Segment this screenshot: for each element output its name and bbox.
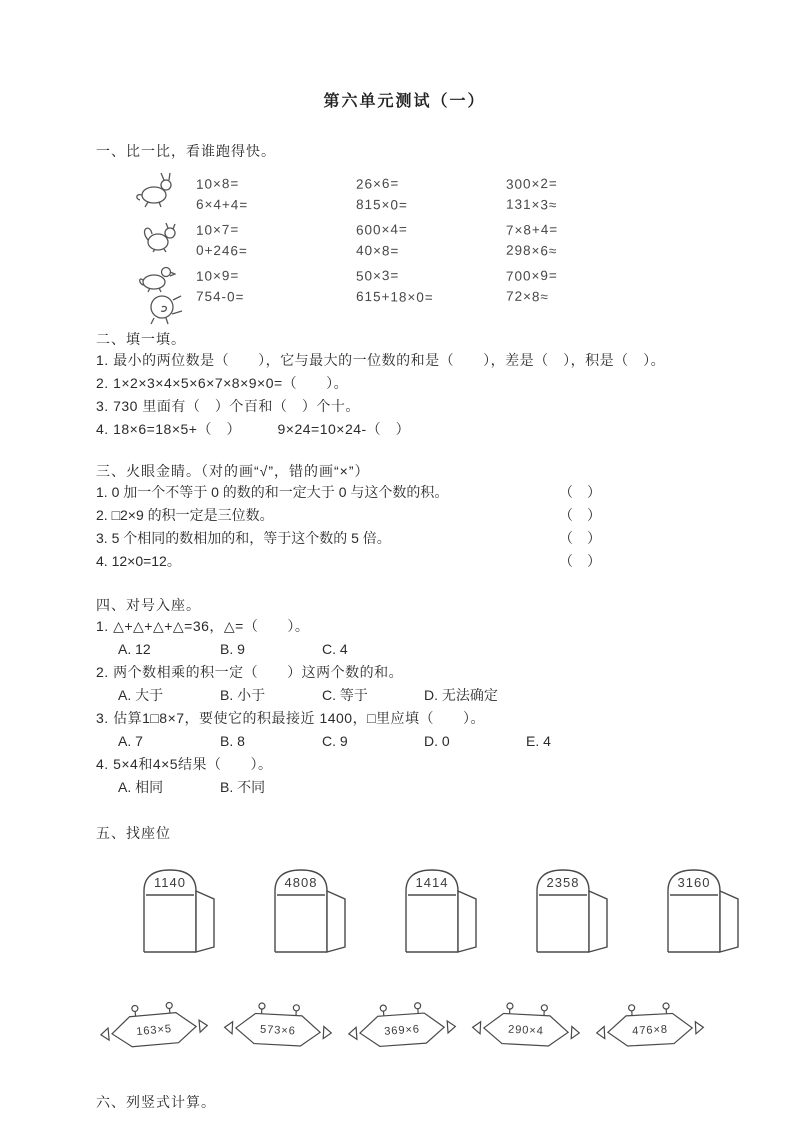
fill-blank-item: 4. 18×6=18×5+（ ） 9×24=10×24-（ ） bbox=[96, 421, 411, 437]
open-door-panel bbox=[327, 891, 345, 952]
section6-heading: 六、列竖式计算。 bbox=[96, 1094, 216, 1111]
seat-door bbox=[523, 855, 609, 960]
true-false-item bbox=[96, 527, 601, 550]
section2-heading: 二、填一填。 bbox=[96, 331, 186, 347]
math-expression: 600×4= bbox=[355, 221, 408, 238]
multiple-choice-list bbox=[96, 615, 713, 799]
calc-row bbox=[196, 194, 713, 217]
math-expression: 298×6≈ bbox=[505, 242, 558, 259]
animal-clipart-icon bbox=[142, 287, 188, 332]
choice-options bbox=[96, 638, 713, 661]
choice-option: E. 4 bbox=[526, 733, 551, 749]
left-arrow-icon bbox=[348, 1027, 357, 1040]
true-false-item bbox=[96, 481, 601, 504]
hanging-ring bbox=[380, 1005, 386, 1011]
choice-option: C. 9 bbox=[322, 733, 348, 749]
quick-calc-block bbox=[136, 171, 713, 309]
calc-row bbox=[196, 171, 713, 194]
hanging-ring bbox=[166, 1002, 173, 1009]
choice-option: B. 9 bbox=[220, 641, 245, 657]
choice-stem: 3. 估算1□8×7，要使它的积最接近 1400，□里应填（ ）。 bbox=[96, 710, 486, 726]
seat-doors-row bbox=[130, 855, 713, 960]
door-number: 1414 bbox=[415, 875, 449, 890]
math-expression: 10×7= bbox=[195, 221, 240, 238]
right-arrow-icon bbox=[199, 1019, 208, 1032]
hanging-ring bbox=[507, 1003, 513, 1009]
section5-heading: 五、找座位 bbox=[96, 825, 171, 841]
fill-blank-list bbox=[96, 349, 713, 441]
true-false-item bbox=[96, 504, 601, 527]
seat-door bbox=[130, 855, 216, 960]
math-expression: 72×8≈ bbox=[505, 288, 549, 305]
worksheet-content bbox=[96, 88, 713, 1112]
answer-blank: （ ） bbox=[559, 553, 601, 569]
fill-blank-item: 2. 1×2×3×4×5×6×7×8×9×0=（ ）。 bbox=[96, 375, 349, 391]
choice-option: C. 等于 bbox=[322, 687, 368, 703]
open-door-panel bbox=[458, 891, 476, 952]
door-number: 2358 bbox=[546, 875, 580, 890]
right-arrow-icon bbox=[447, 1020, 456, 1033]
choice-stem: 2. 两个数相乘的积一定（ ）这两个数的和。 bbox=[96, 664, 404, 680]
open-door-panel bbox=[196, 891, 214, 952]
section4-heading: 四、对号入座。 bbox=[96, 597, 201, 613]
seat-door bbox=[261, 855, 347, 960]
math-expression: 754-0= bbox=[195, 288, 245, 305]
choice-option: B. 不同 bbox=[220, 779, 266, 795]
choice-options bbox=[96, 776, 713, 799]
left-arrow-icon bbox=[100, 1028, 109, 1041]
statement-text: 1. 0 加一个不等于 0 的数的和一定大于 0 与这个数的积。 bbox=[96, 484, 449, 500]
choice-options bbox=[96, 684, 713, 707]
choice-option: A. 12 bbox=[118, 641, 151, 657]
statement-text: 4. 12×0=12。 bbox=[96, 553, 181, 569]
fill-blank-item: 1. 最小的两位数是（ ），它与最大的一位数的和是（ ），差是（ ），积是（ ）。 bbox=[96, 352, 666, 368]
choice-option: A. 7 bbox=[118, 733, 143, 749]
hanging-ring bbox=[293, 1005, 299, 1011]
choice-option: C. 4 bbox=[322, 641, 348, 657]
hanging-ring bbox=[541, 1005, 547, 1011]
statement-text: 2. □2×9 的积一定是三位数。 bbox=[96, 507, 274, 523]
seat-door bbox=[654, 855, 740, 960]
math-expression: 26×6= bbox=[355, 175, 400, 192]
right-arrow-icon bbox=[571, 1027, 579, 1039]
true-false-list bbox=[96, 481, 713, 573]
door-number: 1140 bbox=[154, 875, 186, 890]
choice-option: D. 0 bbox=[424, 733, 450, 749]
choice-option: B. 8 bbox=[220, 733, 245, 749]
quick-calc-rows bbox=[196, 171, 713, 309]
animal-clipart-icon bbox=[132, 171, 176, 214]
calc-row bbox=[196, 263, 713, 286]
math-expression: 700×9= bbox=[505, 267, 558, 284]
math-expression: 0+246= bbox=[195, 242, 248, 259]
hanging-ring bbox=[628, 1005, 634, 1011]
math-expression: 615+18×0= bbox=[355, 288, 434, 306]
math-expression: 131×3≈ bbox=[505, 196, 558, 213]
math-expression: 6×4+4= bbox=[195, 196, 249, 213]
left-arrow-icon bbox=[596, 1027, 604, 1039]
answer-blank: （ ） bbox=[559, 484, 601, 500]
expression-banner bbox=[593, 997, 708, 1061]
banner-expression: 369×6 bbox=[383, 1023, 421, 1038]
math-expression: 7×8+4= bbox=[505, 221, 559, 238]
expression-banner bbox=[221, 997, 336, 1061]
math-expression: 10×8= bbox=[195, 175, 240, 192]
banner-expression: 573×6 bbox=[259, 1023, 297, 1038]
answer-blank: （ ） bbox=[559, 530, 601, 546]
choice-option: A. 大于 bbox=[118, 687, 164, 703]
seat-door bbox=[392, 855, 478, 960]
right-arrow-icon bbox=[323, 1027, 331, 1039]
statement-text: 3. 5 个相同的数相加的和，等于这个数的 5 倍。 bbox=[96, 530, 391, 546]
banner-expression: 476×8 bbox=[631, 1023, 669, 1038]
calc-row bbox=[196, 217, 713, 240]
banner-expression: 290×4 bbox=[507, 1023, 545, 1038]
door-number: 4808 bbox=[284, 875, 318, 890]
expression-banner bbox=[469, 997, 584, 1061]
hanging-ring bbox=[414, 1003, 420, 1009]
true-false-item bbox=[96, 550, 601, 573]
choice-option: A. 相同 bbox=[118, 779, 164, 795]
calc-row bbox=[196, 240, 713, 263]
fill-blank-item: 3. 730 里面有（ ）个百和（ ）个十。 bbox=[96, 398, 360, 414]
open-door-panel bbox=[720, 891, 738, 952]
banner-expression: 163×5 bbox=[135, 1023, 173, 1039]
door-number: 3160 bbox=[677, 875, 711, 890]
math-expression: 300×2= bbox=[505, 175, 558, 192]
page-title: 第六单元测试（一） bbox=[323, 93, 486, 110]
calc-row bbox=[196, 286, 713, 309]
hanging-ring bbox=[663, 1003, 669, 1009]
animal-clipart-icon bbox=[138, 217, 180, 258]
math-expression: 40×8= bbox=[355, 242, 400, 259]
section1-heading: 一、比一比，看谁跑得快。 bbox=[96, 143, 276, 159]
choice-option: D. 无法确定 bbox=[424, 687, 498, 703]
section3-heading: 三、火眼金睛。（对的画“√”，错的画“×”） bbox=[96, 463, 370, 479]
choice-option: B. 小于 bbox=[220, 687, 266, 703]
math-expression: 815×0= bbox=[355, 196, 408, 213]
choice-stem: 4. 5×4和4×5结果（ ）。 bbox=[96, 756, 273, 772]
left-arrow-icon bbox=[224, 1021, 232, 1033]
hanging-ring bbox=[259, 1003, 265, 1009]
math-expression: 50×3= bbox=[355, 267, 400, 284]
expression-banners-row bbox=[98, 1000, 713, 1058]
math-expression: 10×9= bbox=[195, 267, 240, 284]
left-arrow-icon bbox=[472, 1021, 480, 1033]
choice-options bbox=[96, 730, 713, 753]
open-door-panel bbox=[589, 891, 607, 952]
right-arrow-icon bbox=[695, 1021, 703, 1033]
expression-banner bbox=[96, 995, 213, 1063]
answer-blank: （ ） bbox=[559, 507, 601, 523]
hanging-ring bbox=[132, 1005, 139, 1012]
choice-stem: 1. △+△+△+△=36，△=（ ）。 bbox=[96, 618, 310, 634]
expression-banner bbox=[344, 996, 460, 1062]
